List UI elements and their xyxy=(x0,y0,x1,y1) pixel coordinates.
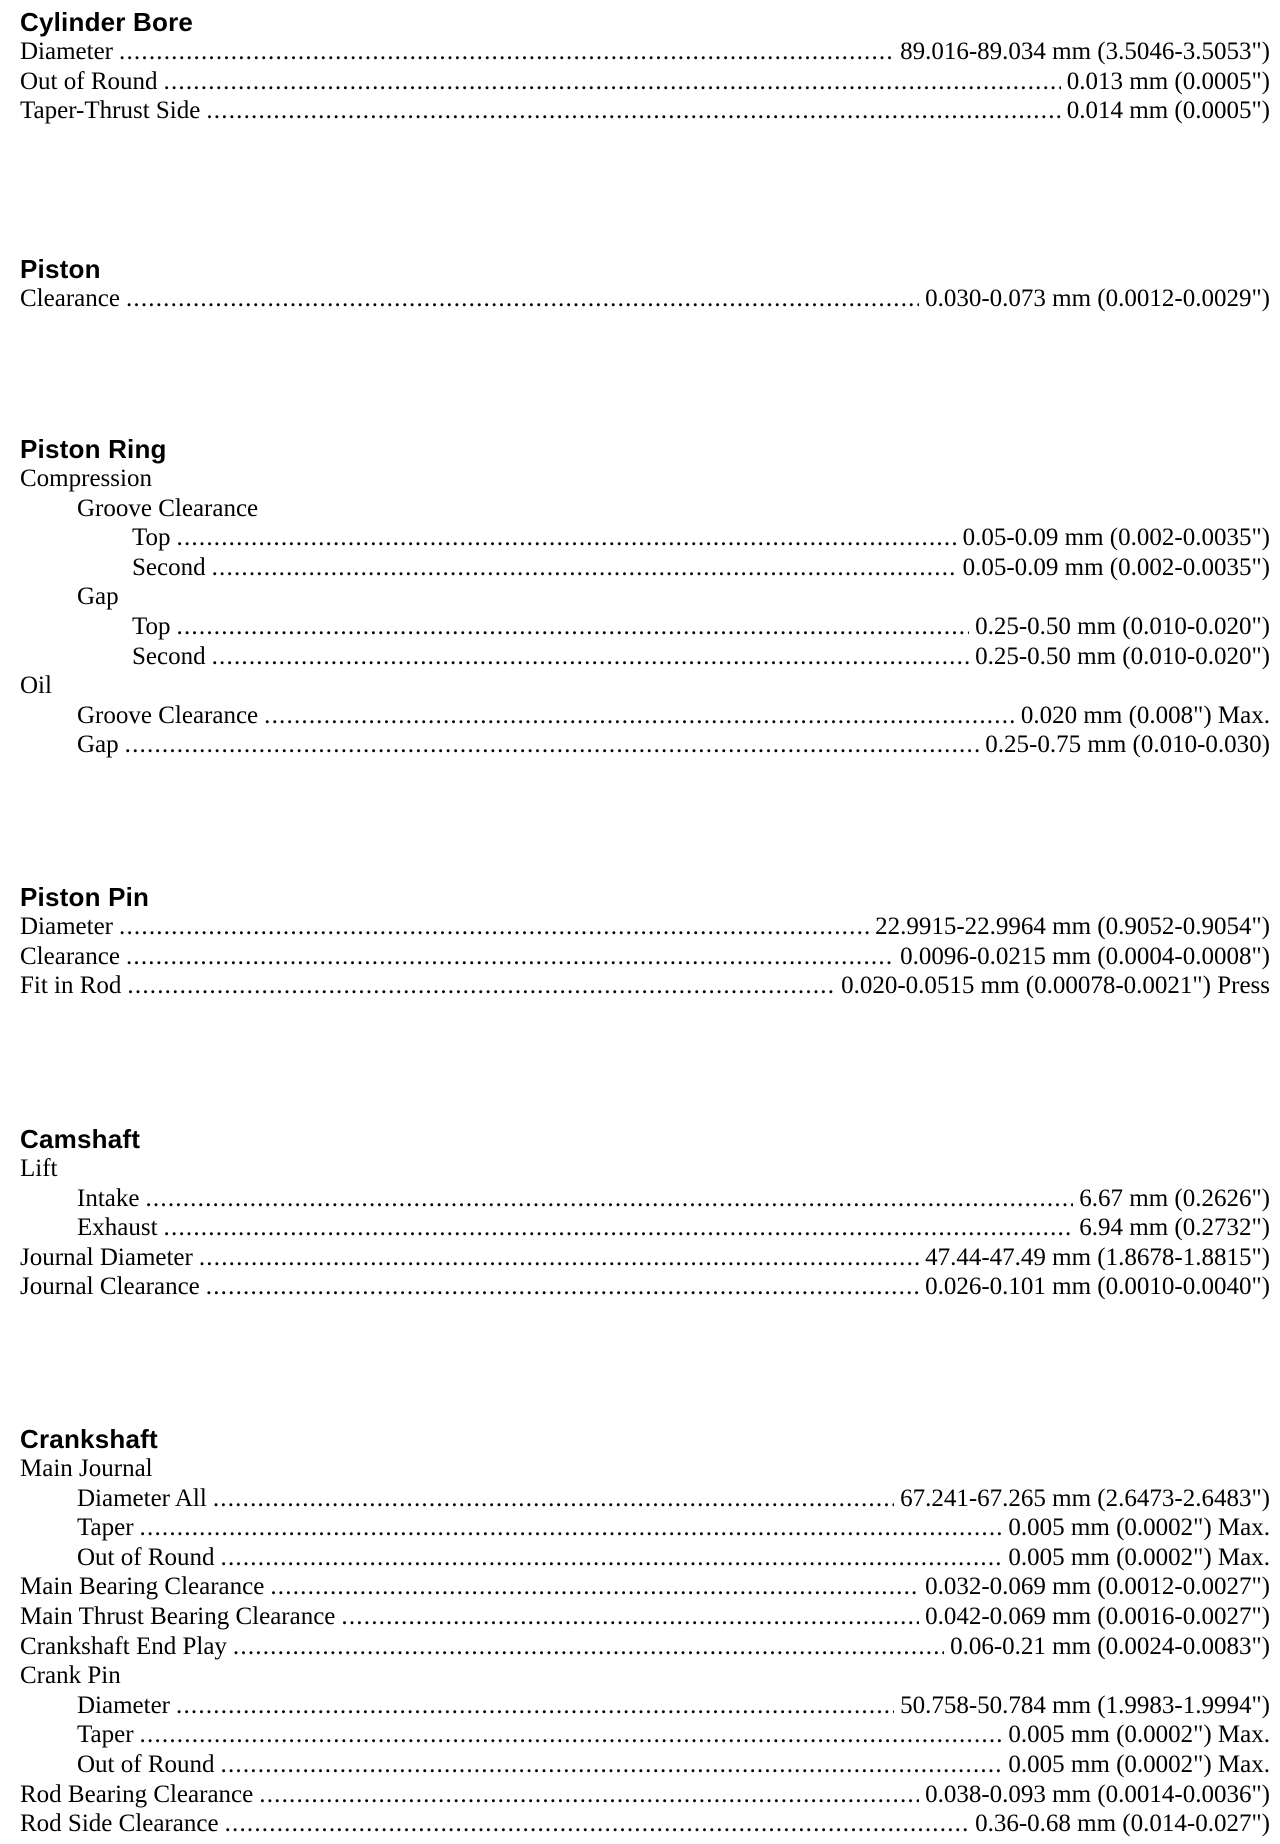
dot-leader xyxy=(177,612,970,642)
spec-label: Groove Clearance xyxy=(77,494,259,522)
dot-leader xyxy=(127,971,835,1001)
spec-label: Crank Pin xyxy=(20,1662,121,1690)
spec-label: Intake xyxy=(77,1184,140,1212)
spec-label: Crankshaft End Play xyxy=(20,1632,227,1660)
spec-row xyxy=(20,1750,1270,1780)
spec-label: Second xyxy=(132,553,206,581)
section-title: Camshaft xyxy=(20,1124,141,1154)
spec-value: 0.014 mm (0.0005") xyxy=(1066,97,1270,125)
spec-value: 67.241-67.265 mm (2.6473-2.6483") xyxy=(900,1484,1270,1512)
spec-subheading xyxy=(20,494,1270,524)
spec-row xyxy=(20,730,1270,760)
spec-value: 0.032-0.069 mm (0.0012-0.0027") xyxy=(925,1573,1270,1601)
spec-label: Top xyxy=(132,524,171,552)
spec-value: 0.026-0.101 mm (0.0010-0.0040") xyxy=(925,1273,1270,1301)
spec-row xyxy=(20,1809,1270,1839)
dot-leader xyxy=(126,942,894,972)
spec-subheading xyxy=(20,582,1270,612)
spec-label: Rod Side Clearance xyxy=(20,1810,219,1838)
dot-leader xyxy=(264,701,1015,731)
spec-label: Clearance xyxy=(20,285,120,312)
spec-label: Rod Bearing Clearance xyxy=(20,1780,254,1808)
spec-value: 0.005 mm (0.0002") Max. xyxy=(1008,1750,1270,1778)
spec-row xyxy=(20,1484,1270,1514)
spec-row xyxy=(20,1780,1270,1810)
spec-row xyxy=(20,523,1270,553)
spec-value: 0.005 mm (0.0002") Max. xyxy=(1008,1721,1270,1749)
spec-row xyxy=(20,1691,1270,1721)
spec-row xyxy=(20,1720,1270,1750)
spec-subheading xyxy=(20,1661,1270,1691)
section-title: Cylinder Bore xyxy=(20,7,194,37)
spec-value: 0.25-0.50 mm (0.010-0.020") xyxy=(975,642,1270,670)
spec-row xyxy=(20,67,1270,97)
dot-leader xyxy=(125,730,980,760)
dot-leader xyxy=(221,1750,1003,1780)
spec-label: Main Journal xyxy=(20,1455,153,1482)
dot-leader xyxy=(140,1720,1003,1750)
spec-label: Journal Clearance xyxy=(20,1273,200,1301)
dot-leader xyxy=(176,1691,894,1721)
spec-label: Out of Round xyxy=(77,1750,215,1778)
spec-label: Diameter All xyxy=(77,1484,207,1512)
spec-value: 0.038-0.093 mm (0.0014-0.0036") xyxy=(925,1780,1270,1808)
section-title: Piston Ring xyxy=(20,434,167,464)
spec-row xyxy=(20,971,1270,1001)
section-cylinder-bore xyxy=(20,8,1270,126)
spec-row xyxy=(20,701,1270,731)
spec-value: 0.020 mm (0.008") Max. xyxy=(1020,701,1270,729)
spec-value: 0.0096-0.0215 mm (0.0004-0.0008") xyxy=(900,942,1270,970)
spec-subheading xyxy=(20,464,1270,494)
spec-label: Groove Clearance xyxy=(77,701,259,729)
dot-leader xyxy=(140,1513,1003,1543)
spec-value: 22.9915-22.9964 mm (0.9052-0.9054") xyxy=(875,913,1270,940)
dot-leader xyxy=(259,1780,919,1810)
dot-leader xyxy=(341,1602,919,1632)
section-camshaft xyxy=(20,1125,1270,1302)
spec-label: Exhaust xyxy=(77,1214,158,1242)
spec-row xyxy=(20,612,1270,642)
spec-subheading xyxy=(20,1454,1270,1484)
spec-row xyxy=(20,942,1270,972)
spec-value: 0.25-0.50 mm (0.010-0.020") xyxy=(975,612,1270,640)
spec-label: Diameter xyxy=(20,913,114,940)
spec-label: Lift xyxy=(20,1155,58,1182)
spec-label: Taper xyxy=(77,1721,134,1749)
spec-subheading xyxy=(20,1154,1270,1184)
spec-value: 0.05-0.09 mm (0.002-0.0035") xyxy=(962,553,1270,581)
dot-leader xyxy=(119,912,869,942)
spec-label: Out of Round xyxy=(77,1543,215,1571)
dot-leader xyxy=(225,1809,970,1839)
spec-label: Diameter xyxy=(77,1691,171,1719)
spec-subheading xyxy=(20,671,1270,701)
spec-label: Out of Round xyxy=(20,67,158,95)
spec-label: Diameter xyxy=(20,38,114,65)
spec-label: Compression xyxy=(20,465,152,492)
dot-leader xyxy=(270,1572,919,1602)
spec-row xyxy=(20,553,1270,583)
spec-value: 50.758-50.784 mm (1.9983-1.9994") xyxy=(900,1691,1270,1719)
dot-leader xyxy=(177,523,957,553)
spec-label: Main Bearing Clearance xyxy=(20,1573,265,1601)
spec-value: 0.005 mm (0.0002") Max. xyxy=(1008,1543,1270,1571)
spec-row xyxy=(20,1632,1270,1662)
spec-label: Oil xyxy=(20,672,52,700)
spec-row xyxy=(20,1243,1270,1273)
spec-row xyxy=(20,1272,1270,1302)
dot-leader xyxy=(206,96,1060,126)
spec-label: Fit in Rod xyxy=(20,972,122,1000)
spec-label: Top xyxy=(132,612,171,640)
section-piston-pin xyxy=(20,883,1270,1001)
spec-row xyxy=(20,642,1270,672)
spec-label: Second xyxy=(132,642,206,670)
dot-leader xyxy=(233,1632,944,1662)
spec-value: 6.94 mm (0.2732") xyxy=(1079,1214,1270,1242)
spec-label: Main Thrust Bearing Clearance xyxy=(20,1602,336,1630)
dot-leader xyxy=(206,1272,919,1302)
section-title: Piston xyxy=(20,254,101,284)
spec-value: 0.36-0.68 mm (0.014-0.027") xyxy=(975,1810,1270,1838)
spec-value: 0.020-0.0515 mm (0.00078-0.0021") Press xyxy=(841,972,1270,1000)
dot-leader xyxy=(199,1243,919,1273)
dot-leader xyxy=(164,1213,1074,1243)
dot-leader xyxy=(164,67,1061,97)
spec-row xyxy=(20,1543,1270,1573)
dot-leader xyxy=(119,37,894,67)
spec-row xyxy=(20,284,1270,314)
spec-row xyxy=(20,1572,1270,1602)
spec-value: 0.05-0.09 mm (0.002-0.0035") xyxy=(962,524,1270,552)
spec-value: 0.042-0.069 mm (0.0016-0.0027") xyxy=(925,1602,1270,1630)
spec-value: 0.06-0.21 mm (0.0024-0.0083") xyxy=(950,1632,1270,1660)
spec-row xyxy=(20,1184,1270,1214)
spec-value: 47.44-47.49 mm (1.8678-1.8815") xyxy=(925,1243,1270,1271)
spec-value: 89.016-89.034 mm (3.5046-3.5053") xyxy=(900,38,1270,65)
spec-label: Gap xyxy=(77,583,119,611)
spec-row xyxy=(20,1213,1270,1243)
dot-leader xyxy=(145,1184,1073,1214)
section-piston xyxy=(20,255,1270,314)
dot-leader xyxy=(221,1543,1003,1573)
spec-value: 0.25-0.75 mm (0.010-0.030) xyxy=(985,731,1270,759)
spec-label: Clearance xyxy=(20,942,120,970)
spec-label: Taper-Thrust Side xyxy=(20,97,201,125)
section-piston-ring xyxy=(20,435,1270,760)
spec-row xyxy=(20,912,1270,942)
spec-label: Journal Diameter xyxy=(20,1243,193,1271)
section-crankshaft xyxy=(20,1425,1270,1839)
dot-leader xyxy=(213,1484,894,1514)
section-title: Crankshaft xyxy=(20,1424,158,1454)
spec-label: Taper xyxy=(77,1514,134,1542)
spec-row xyxy=(20,37,1270,67)
spec-row xyxy=(20,96,1270,126)
spec-row xyxy=(20,1513,1270,1543)
spec-value: 0.030-0.073 mm (0.0012-0.0029") xyxy=(925,285,1270,312)
spec-label: Gap xyxy=(77,731,119,759)
section-title: Piston Pin xyxy=(20,882,150,912)
dot-leader xyxy=(212,553,957,583)
spec-row xyxy=(20,1602,1270,1632)
dot-leader xyxy=(212,642,969,672)
dot-leader xyxy=(126,284,919,314)
spec-value: 0.005 mm (0.0002") Max. xyxy=(1008,1514,1270,1542)
spec-value: 6.67 mm (0.2626") xyxy=(1079,1184,1270,1212)
spec-value: 0.013 mm (0.0005") xyxy=(1066,67,1270,95)
